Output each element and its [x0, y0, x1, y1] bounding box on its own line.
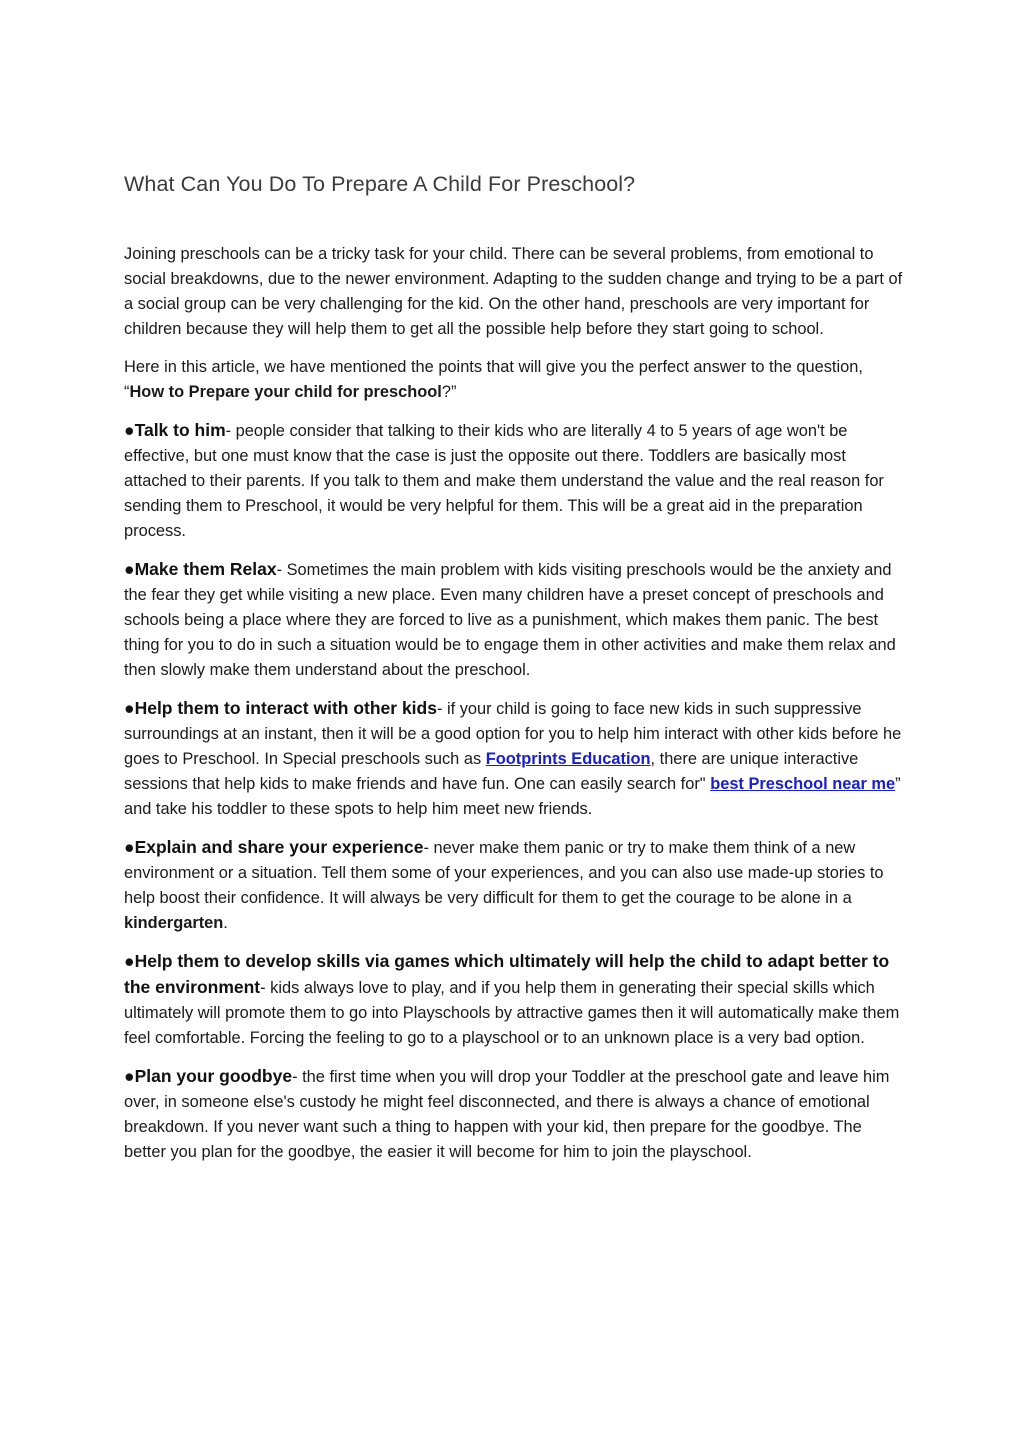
point-text: - never make them panic or try to make them think of a new environment or a situation. Tell them some of your experiences, and you can also use made-up stories to help boost their confidence. It will always be very difficult for them to get the courage to be alone in a — [124, 839, 884, 907]
point-text-end: . — [223, 914, 228, 932]
point-develop-skills — [124, 949, 906, 1051]
point-share-experience — [124, 835, 906, 936]
point-interact-with-kids — [124, 696, 906, 822]
footprints-education-link[interactable]: Footprints Education — [485, 750, 651, 768]
point-text: - if your child is going to face new kids in such suppressive surroundings at an instant, then it will be a good option for you to help him interact with other kids before he goes to Preschool. In Special preschools such as — [124, 700, 902, 768]
point-text: - Sometimes the main problem with kids visiting preschools would be the anxiety and the fear they get while visiting a new place. Even many children have a preset concept of preschools and schools being a place where they are forced to live as a punishment, which makes them panic. The best thing for you to do in such a situation would be to engage them in other activities and make them relax and then slowly make them understand about the preschool. — [124, 561, 896, 679]
intro-paragraph: Joining preschools can be a tricky task for your child. There can be several problems, from emotional to social breakdowns, due to the newer environment. Adapting to the sudden change and trying to be a part of a social group can be very challenging for the kid. On the other hand, preschools are very important for children because they will help them to get all the possible help before they start going to school. — [124, 245, 903, 338]
point-heading: ●Make them Relax — [124, 559, 277, 579]
article-question-paragraph — [124, 355, 906, 405]
point-text: - the first time when you will drop your Toddler at the preschool gate and leave him over, in someone else's custody he might feel disconnected, and there is always a chance of emotional breakdown. If you never want such a thing to happen with your kid, then prepare for the goodbye. The better you plan for the goodbye, the easier it will become for him to join the playschool. — [124, 1068, 890, 1161]
point-heading: ●Talk to him — [124, 420, 226, 440]
question-bold: How to Prepare your child for preschool — [129, 383, 442, 401]
point-heading: ●Help them to interact with other kids — [124, 698, 437, 718]
point-heading: ●Plan your goodbye — [124, 1066, 293, 1086]
point-heading: ●Help them to develop skills via games which ultimately will help the child to adapt better to the environment — [124, 951, 890, 997]
point-text: ” and take his toddler to these spots to help him meet new friends. — [124, 775, 901, 818]
question-text-pre: Here in this article, we have mentioned the points that will give you the perfect answer to the question, “ — [124, 358, 863, 401]
point-text: - people consider that talking to their kids who are literally 4 to 5 years of age won't be effective, but one must know that the case is just the opposite out there. Toddlers are basically most attached to their parents. If you talk to them and make them understand the value and the real reason for sending them to Preschool, it would be very helpful for them. This will be a great aid in the preparation process. — [124, 422, 884, 540]
point-talk-to-him — [124, 418, 906, 544]
point-make-them-relax — [124, 557, 906, 683]
kindergarten-bold: kindergarten — [124, 914, 224, 932]
point-text: - kids always love to play, and if you help them in generating their special skills which ultimately will promote them to go into Playschools by attractive games then it will automatically make them feel comfortable. Forcing the feeling to go to a playschool or to an unknown place is a very bad option. — [124, 979, 900, 1047]
best-preschool-link[interactable]: best Preschool near me — [710, 775, 896, 793]
point-text: , there are unique interactive sessions that help kids to make friends and have fun. One can easily search for" — [124, 750, 859, 793]
article — [124, 170, 906, 1178]
page-title: What Can You Do To Prepare A Child For Preschool? — [124, 172, 636, 196]
article-body — [124, 242, 906, 1165]
point-heading: ●Explain and share your experience — [124, 837, 424, 857]
point-plan-goodbye — [124, 1064, 906, 1165]
question-text-post: ?” — [441, 383, 457, 401]
